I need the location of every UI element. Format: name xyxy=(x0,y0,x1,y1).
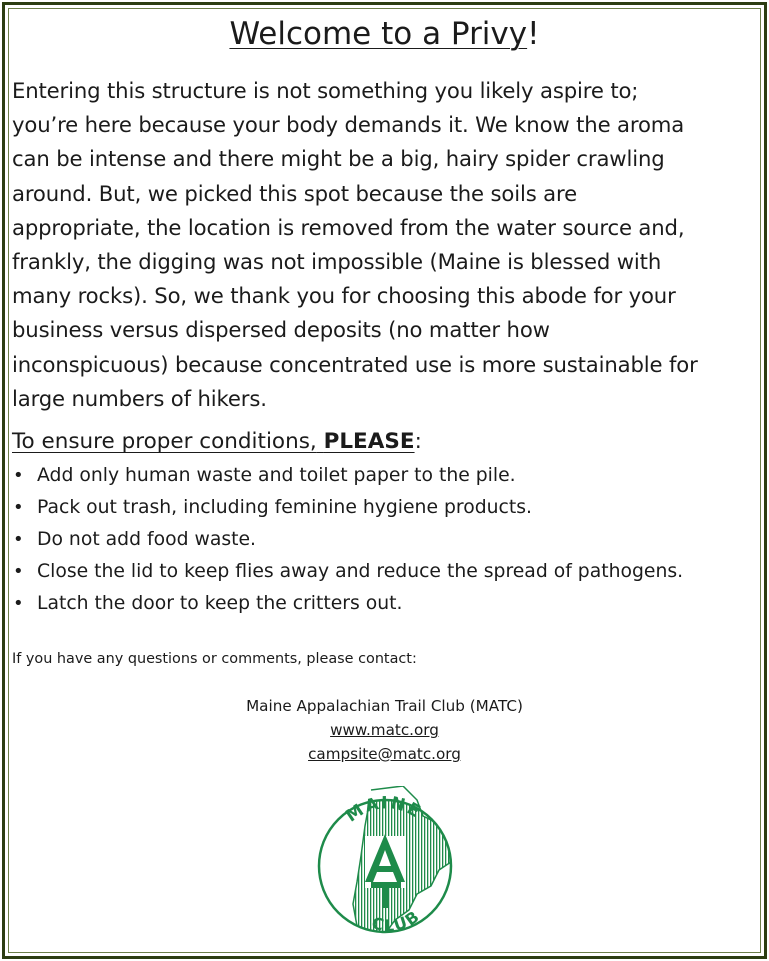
list-item xyxy=(12,556,683,588)
intro-line: around. But, we picked this spot because the soils are xyxy=(12,180,577,206)
appalachian-trail-logo xyxy=(313,786,463,938)
rule-text: Add only human waste and toilet paper to the pile. xyxy=(37,465,516,486)
intro-line: many rocks). So, we thank you for choosing this abode for your xyxy=(12,283,676,309)
bullet-icon: • xyxy=(13,529,24,550)
intro-line: can be intense and there might be a big, hairy spider crawling xyxy=(12,146,665,172)
bullet-icon: • xyxy=(13,561,24,582)
rule-text: Close the lid to keep flies away and reduce the spread of pathogens. xyxy=(37,561,684,582)
conditions-emphasis: PLEASE xyxy=(323,429,415,454)
organization-name: Maine Appalachian Trail Club (MATC) xyxy=(246,697,523,715)
intro-line: large numbers of hikers. xyxy=(12,385,267,411)
list-item xyxy=(12,524,683,556)
conditions-colon: : xyxy=(414,429,422,454)
website-link[interactable]: www.matc.org xyxy=(330,721,439,739)
conditions-heading-lead: To ensure proper conditions, xyxy=(12,429,317,454)
logo-top-text: MAINE xyxy=(342,793,426,827)
contact-intro: If you have any questions or comments, please contact: xyxy=(12,651,417,667)
intro-line: appropriate, the location is removed from the water source and, xyxy=(12,214,685,240)
list-item xyxy=(12,588,683,620)
rule-text: Latch the door to keep the critters out. xyxy=(37,593,403,614)
conditions-heading xyxy=(12,426,422,458)
title-text: Welcome to a Privy xyxy=(229,16,528,52)
email-link[interactable]: campsite@matc.org xyxy=(308,745,461,763)
bullet-icon: • xyxy=(13,465,24,486)
intro-line: business versus dispersed deposits (no matter how xyxy=(12,317,550,343)
intro-line: frankly, the digging was not impossible (Maine is blessed with xyxy=(12,249,662,275)
logo-bottom-text: CLUB xyxy=(369,905,425,936)
intro-line: you’re here because your body demands it. We know the aroma xyxy=(12,112,685,138)
bullet-icon: • xyxy=(13,497,24,518)
rule-text: Do not add food waste. xyxy=(37,529,257,550)
intro-line: Entering this structure is not something you likely aspire to; xyxy=(12,78,639,103)
title-exclamation: ! xyxy=(527,16,540,52)
organization-block xyxy=(0,694,769,766)
intro-line: inconspicuous) because concentrated use is more sustainable for xyxy=(12,351,698,377)
rules-list xyxy=(12,460,683,620)
list-item xyxy=(12,460,683,492)
rule-text: Pack out trash, including feminine hygiene products. xyxy=(37,497,532,518)
conditions-heading-text xyxy=(12,429,415,454)
list-item xyxy=(12,492,683,524)
intro-paragraph xyxy=(12,74,748,416)
bullet-icon: • xyxy=(13,593,24,614)
page-title xyxy=(0,14,769,54)
